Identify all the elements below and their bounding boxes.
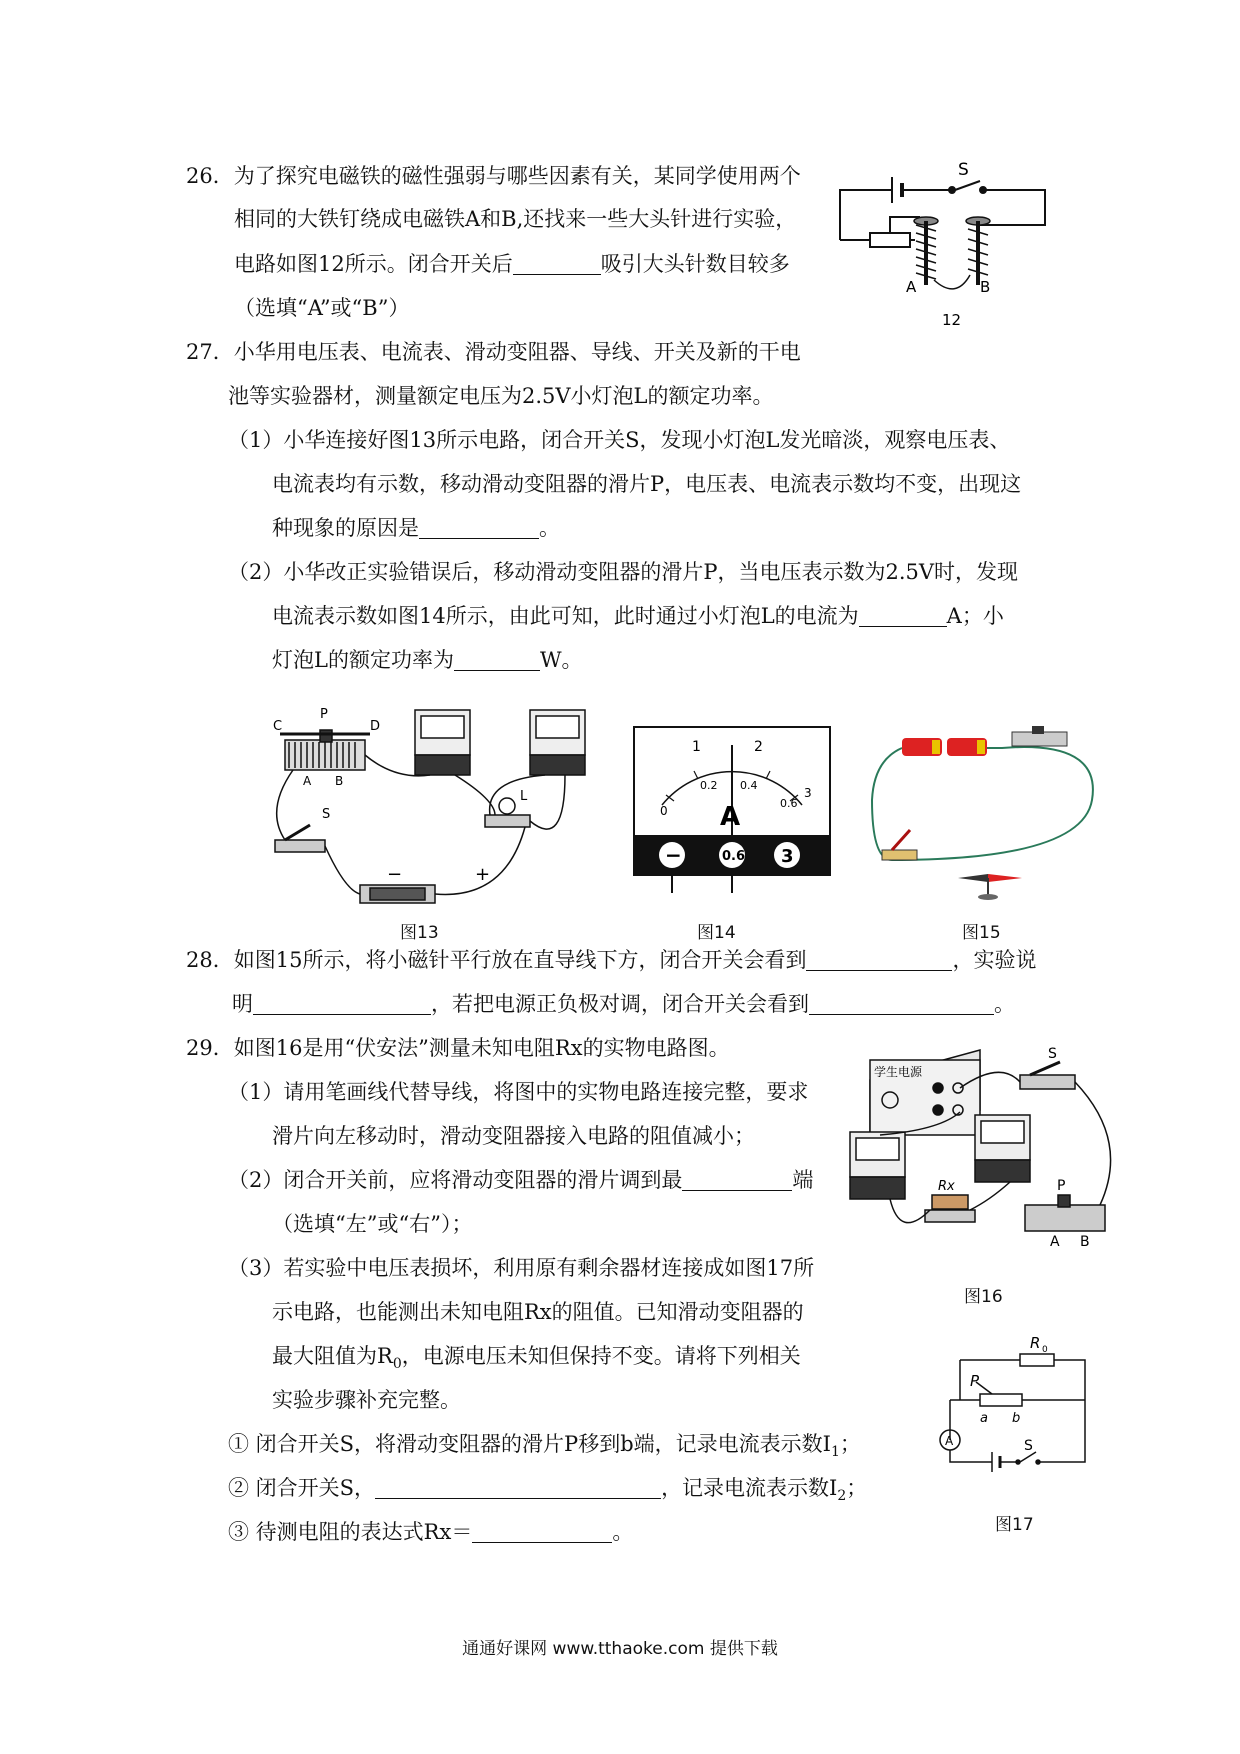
- q29-p3-line3-tail: ，电源电压未知但保持不变。请将下列相关: [401, 1344, 801, 1368]
- q28-observe-blank[interactable]: [806, 948, 952, 971]
- fig14-tick-2: 2: [754, 739, 763, 755]
- q29-p2-line1-text: （2）闭合开关前，应将滑动变阻器的滑片调到最: [228, 1168, 683, 1192]
- fig13-label-a: A: [303, 774, 312, 788]
- fig16-label-b: B: [1080, 1234, 1090, 1250]
- q29-p1-line2: 滑片向左移动时，滑动变阻器接入电路的阻值减小；: [272, 1124, 755, 1148]
- q27-reason-blank[interactable]: [419, 516, 539, 539]
- q29-p2-line2: （选填“左”或“右”）；: [272, 1212, 473, 1236]
- q29-p3-line2: 示电路，也能测出未知电阻Rx的阻值。已知滑动变阻器的: [272, 1300, 804, 1324]
- q29-step3-text: ③ 待测电阻的表达式Rx＝: [228, 1520, 473, 1544]
- fig13-label-s: S: [322, 807, 331, 822]
- q27-p1-line3-tail: 。: [539, 516, 560, 540]
- q29-step2-mid: ，记录电流表示数I: [661, 1476, 838, 1500]
- q27-p2-line2-tail: A；小: [946, 604, 1004, 628]
- q29-step1: [228, 1430, 861, 1466]
- q27-p2-line2-text: 电流表示数如图14所示，由此可知，此时通过小灯泡L的电流为: [272, 604, 859, 628]
- q27-p1-line2: 电流表均有示数，移动滑动变阻器的滑片P，电压表、电流表示数均不变，出现这: [272, 472, 1022, 496]
- q26-answer-blank[interactable]: [513, 252, 601, 275]
- fig17-caption: 图17: [995, 1515, 1034, 1535]
- fig16-power-label: 学生电源: [874, 1065, 923, 1079]
- fig17-label-p: P: [970, 1372, 980, 1390]
- fig12-switch-label: S: [958, 160, 969, 180]
- q27-line2: 池等实验器材，测量额定电压为2.5V小灯泡L的额定功率。: [228, 384, 774, 408]
- fig12-caption: 12: [942, 311, 962, 329]
- q29-i1-subscript: 1: [830, 1444, 840, 1461]
- q27-p1-line1: （1）小华连接好图13所示电路，闭合开关S，发现小灯泡L发光暗淡，观察电压表、: [228, 428, 1011, 452]
- q29-r0-subscript: 0: [392, 1356, 402, 1373]
- fig16-label-s: S: [1048, 1046, 1057, 1062]
- q28-explain-blank[interactable]: [253, 992, 431, 1015]
- figure-13: [265, 700, 600, 910]
- fig13-label-p: P: [320, 707, 328, 722]
- fig17-label-r0: R: [1030, 1334, 1041, 1352]
- fig13-label-plus: +: [475, 864, 491, 885]
- q27-current-blank[interactable]: [859, 604, 947, 627]
- fig13-caption: 图13: [400, 923, 439, 943]
- fig15-caption: 图15: [962, 923, 1001, 943]
- figure-16: [830, 1040, 1140, 1260]
- q27-line1: 27．小华用电压表、电流表、滑动变阻器、导线、开关及新的干电: [186, 340, 801, 364]
- fig13-label-l: L: [520, 789, 528, 804]
- fig16-caption: 图16: [964, 1287, 1003, 1307]
- q29-slider-blank[interactable]: [682, 1168, 792, 1191]
- q28-line1-tail: ，实验说: [952, 948, 1037, 972]
- fig17-label-a: a: [980, 1411, 988, 1426]
- fig14-terminal-06: 0.6: [722, 849, 746, 864]
- q29-step2: [228, 1474, 867, 1510]
- q29-step2-text: ② 闭合开关S，: [228, 1476, 376, 1500]
- q28-line2-mid: ，若把电源正负极对调，闭合开关会看到: [431, 992, 809, 1016]
- q29-step3-tail: 。: [612, 1520, 634, 1544]
- fig12-label-b: B: [980, 278, 991, 296]
- q26-line4: （选填“A”或“B”）: [234, 296, 410, 320]
- q27-power-blank[interactable]: [454, 648, 540, 671]
- q29-step1-tail: ；: [839, 1432, 861, 1456]
- q27-p2-line2: [272, 602, 1004, 630]
- fig16-label-a: A: [1050, 1234, 1060, 1250]
- fig13-label-c: C: [273, 719, 283, 734]
- fig13-label-minus: −: [387, 864, 403, 885]
- q29-p3-line3-text: 最大阻值为R: [272, 1344, 393, 1368]
- figure-15: [862, 720, 1112, 900]
- q29-p3-line3: [272, 1342, 801, 1378]
- figure-14-ammeter: [632, 725, 832, 895]
- q27-p1-line3-text: 种现象的原因是: [272, 516, 419, 540]
- q26-line3-text: 电路如图12所示。闭合开关后: [234, 252, 513, 276]
- fig13-label-b: B: [335, 774, 344, 788]
- q29-step3: [228, 1518, 633, 1546]
- q28-line2-text: 明: [232, 992, 253, 1016]
- q29-rx-blank[interactable]: [472, 1520, 612, 1543]
- q28-line2: [232, 990, 1015, 1018]
- fig17-label-b: b: [1012, 1411, 1021, 1426]
- q28-line1: [186, 946, 1036, 974]
- fig14-caption: 图14: [697, 923, 736, 943]
- q28-line2-tail: 。: [994, 992, 1015, 1016]
- fig14-terminal-3: 3: [781, 846, 794, 867]
- q26-line3: [234, 250, 790, 278]
- q29-p1-line1: （1）请用笔画线代替导线，将图中的实物电路连接完整，要求: [228, 1080, 809, 1104]
- q27-p2-line3-text: 灯泡L的额定功率为: [272, 648, 454, 672]
- q27-p2-line3-tail: W。: [539, 648, 583, 672]
- q29-step2-tail: ；: [846, 1476, 868, 1500]
- fig16-label-rx: Rx: [938, 1179, 955, 1194]
- q28-reverse-blank[interactable]: [809, 992, 994, 1015]
- q27-p1-line3: [272, 514, 560, 542]
- q28-line1-text: 28．如图15所示，将小磁针平行放在直导线下方，闭合开关会看到: [186, 948, 807, 972]
- q29-i2-subscript: 2: [837, 1488, 847, 1505]
- fig14-unit: A: [720, 802, 741, 832]
- fig14-tick-04: 0.4: [740, 779, 758, 792]
- q29-line1: 29．如图16是用“伏安法”测量未知电阻Rx的实物电路图。: [186, 1036, 730, 1060]
- q27-p2-line1: （2）小华改正实验错误后，移动滑动变阻器的滑片P，当电压表示数为2.5V时，发现: [228, 560, 1019, 584]
- fig14-tick-06: 0.6: [780, 797, 798, 810]
- fig14-tick-3: 3: [804, 786, 812, 800]
- fig14-terminal-minus: −: [665, 843, 682, 867]
- q26-line2: 相同的大铁钉绕成电磁铁A和B,还找来一些大头针进行实验，: [234, 207, 797, 231]
- q29-p2-line1-tail: 端: [792, 1168, 814, 1192]
- q29-p3-line4: 实验步骤补充完整。: [272, 1388, 461, 1412]
- fig17-label-r0-sub: 0: [1042, 1345, 1048, 1355]
- fig17-label-s: S: [1024, 1438, 1033, 1454]
- q29-step1-text: ① 闭合开关S，将滑动变阻器的滑片P移到b端，记录电流表示数I: [228, 1432, 831, 1456]
- figure-17: [920, 1322, 1100, 1482]
- q29-p2-line1: [228, 1166, 813, 1194]
- fig16-label-p: P: [1057, 1178, 1066, 1194]
- q27-p2-line3: [272, 646, 583, 674]
- fig13-label-d: D: [370, 719, 381, 734]
- fig17-ammeter-label: A: [945, 1434, 954, 1448]
- q29-step2-blank[interactable]: [375, 1476, 661, 1499]
- fig14-tick-0: 0: [660, 804, 668, 818]
- fig14-tick-1: 1: [692, 739, 701, 755]
- q26-line1: 26．为了探究电磁铁的磁性强弱与哪些因素有关，某同学使用两个: [186, 164, 801, 188]
- fig12-label-a: A: [906, 278, 917, 296]
- fig14-tick-02: 0.2: [700, 779, 718, 792]
- page-footer: 通通好课网 www.tthaoke.com 提供下载: [462, 1639, 778, 1659]
- q29-p3-line1: （3）若实验中电压表损坏，利用原有剩余器材连接成如图17所: [228, 1256, 815, 1280]
- q26-line3-tail: 吸引大头针数目较多: [600, 252, 790, 276]
- figure-12: [830, 155, 1060, 335]
